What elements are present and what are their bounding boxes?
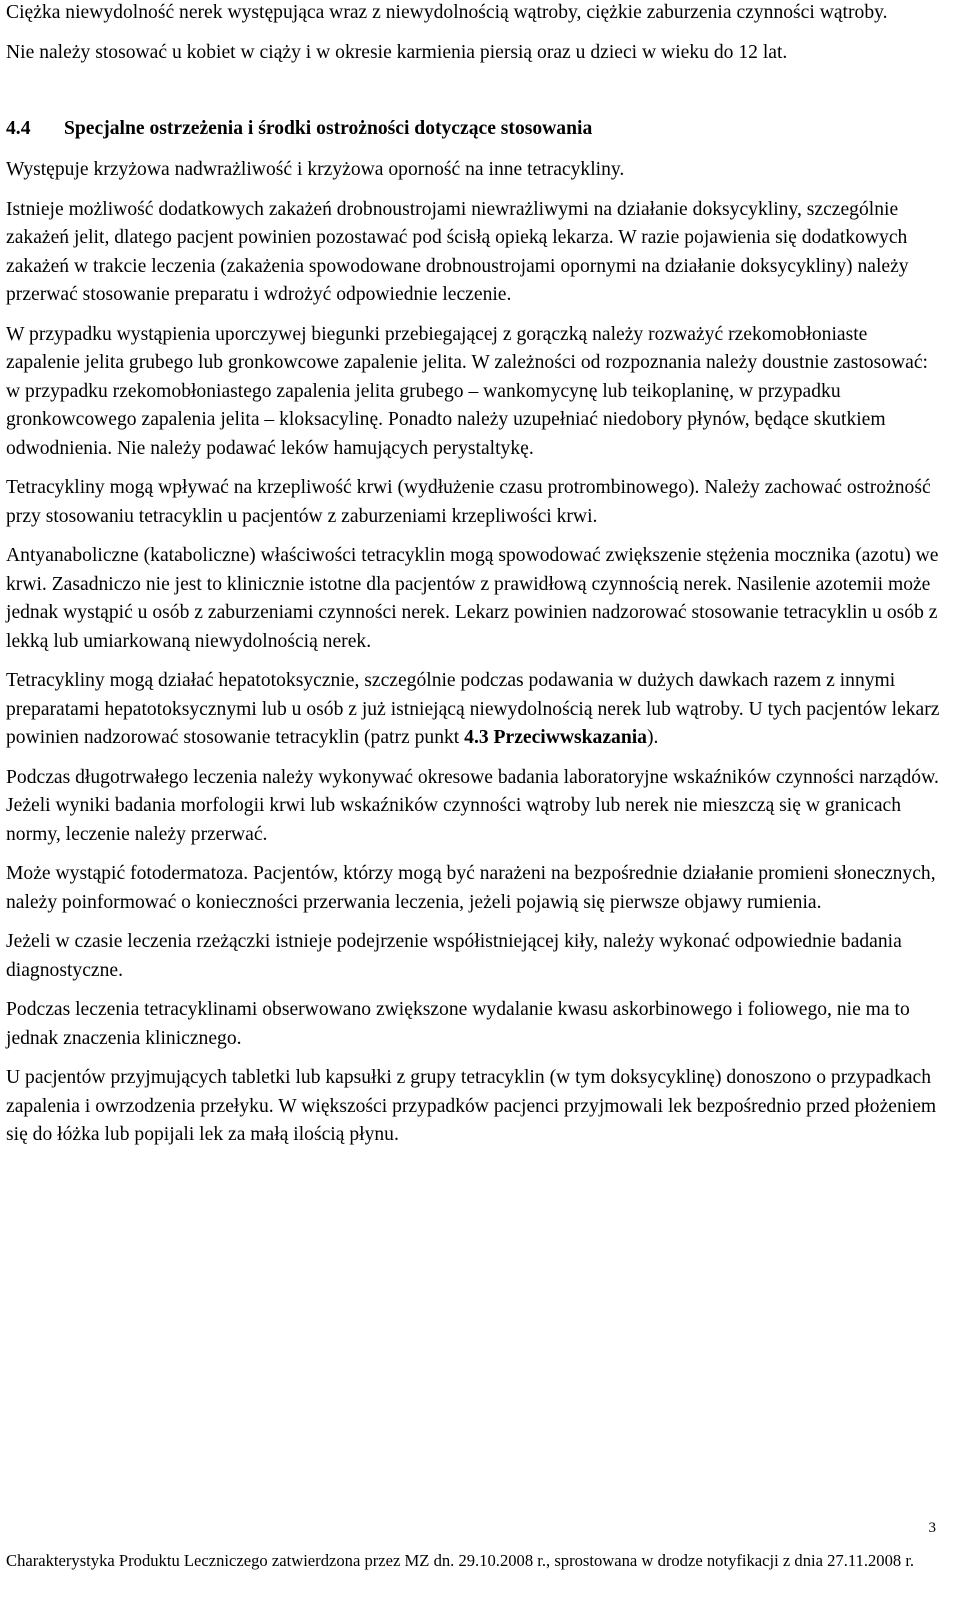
document-footer: Charakterystyka Produktu Leczniczego zatwierdzona przez MZ dn. 29.10.2008 r., sprostowana w drodze notyfikacji z dnia 27.11.2008 r. [6,1551,915,1570]
paragraph-diarrhea: W przypadku wystąpienia uporczywej biegunki przebiegającej z gorączką należy rozważyć rzekomobłoniaste zapalenie jelita grubego lub gronkowcowe zapalenie jelita. W zależności od rozpoznania należy doustnie zastosować: w przypadku rzekomobłoniastego zapalenia jelita grubego – wankomycynę lub teikoplaninę, w przypadku gronkowcowego zapalenia jelita – kloksacylinę. Ponadto należy uzupełniać niedobory płynów, będące skutkiem odwodnienia. Nie należy podawać leków hamujących perystaltykę. [6,323,928,459]
page-number: 3 [928,1520,936,1536]
document-content [6,0,940,1161]
hepatotoxicity-text-end: ). [646,727,659,748]
paragraph-coagulation: Tetracykliny mogą wpływać na krzepliwość krwi (wydłużenie czasu protrombinowego). Należy zachować ostrożność przy stosowaniu tetracyklin u pacjentów z zaburzeniami krzepliwości krwi. [6,477,931,527]
paragraph-photodermatosis: Może wystąpić fotodermatoza. Pacjentów, którzy mogą być narażeni na bezpośrednie działanie promieni słonecznych, należy poinformować o konieczności przerwania leczenia, jeżeli pojawią się pierwsze objawy rumienia. [6,863,936,913]
paragraph-ascorbic-acid: Podczas leczenia tetracyklinami obserwowano zwiększone wydalanie kwasu askorbinowego i foliowego, nie ma to jednak znaczenia klinicznego. [6,999,910,1049]
paragraph-long-term-monitoring: Podczas długotrwałego leczenia należy wykonywać okresowe badania laboratoryjne wskaźników czynności narządów. Jeżeli wyniki badania morfologii krwi lub wskaźników czynności wątroby lub nerek nie mieszczą się w granicach normy, leczenie należy przerwać. [6,766,939,845]
section-title: Specjalne ostrzeżenia i środki ostrożności dotyczące stosowania [64,118,593,139]
hepatotoxicity-text: Tetracykliny mogą działać hepatotoksycznie, szczególnie podczas podawania w dużych dawkach razem z innymi preparatami hepatotoksycznymi lub u osób z już istniejącą niewydolnością nerek lub wątroby. U tych pacjentów lekarz powinien nadzorować stosowanie tetracyklin (patrz punkt [6,670,940,748]
section-number: 4.4 [6,118,31,139]
contraindications-reference: 4.3 Przeciwwskazania [464,727,647,748]
paragraph-cross-sensitivity: Występuje krzyżowa nadwrażliwość i krzyżowa oporność na inne tetracykliny. [6,159,625,180]
intro-paragraph-pregnancy: Nie należy stosować u kobiet w ciąży i w okresie karmienia piersią oraz u dzieci w wieku do 12 lat. [6,41,788,63]
paragraph-superinfections: Istnieje możliwość dodatkowych zakażeń drobnoustrojami niewrażliwymi na działanie doksycykliny, szczególnie zakażeń jelit, dlatego pacjent powinien pozostawać pod ścisłą opieką lekarza. W razie pojawienia się dodatkowych zakażeń w trakcie leczenia (zakażenia spowodowane drobnoustrojami opornymi na działanie doksycykliny) należy przerwać stosowanie preparatu i wdrożyć odpowiednie leczenie. [6,198,909,305]
paragraph-antianabolic: Antyanaboliczne (kataboliczne) właściwości tetracyklin mogą spowodować zwiększenie stężenia mocznika (azotu) we krwi. Zasadniczo nie jest to klinicznie istotne dla pacjentów z prawidłową czynnością nerek. Nasilenie azotemii może jednak wystąpić u osób z zaburzeniami czynności nerek. Lekarz powinien nadzorować stosowanie tetracyklin u osób z lekką lub umiarkowaną niewydolnością nerek. [6,545,939,652]
paragraph-hepatotoxicity [6,667,940,753]
paragraph-esophagitis: U pacjentów przyjmujących tabletki lub kapsułki z grupy tetracyklin (w tym doksycyklinę) donoszono o przypadkach zapalenia i owrzodzenia przełyku. W większości przypadków pacjenci przyjmowali lek bezpośrednio przed płożeniem się do łóżka lub popijali lek za małą ilością płynu. [6,1067,937,1145]
section-heading [6,115,940,143]
paragraph-syphilis: Jeżeli w czasie leczenia rzeżączki istnieje podejrzenie współistniejącej kiły, należy wykonać odpowiednie badania diagnostyczne. [6,931,902,981]
intro-paragraph-contraindication: Ciężka niewydolność nerek występująca wraz z niewydolnością wątroby, ciężkie zaburzenia czynności wątroby. [6,2,888,23]
